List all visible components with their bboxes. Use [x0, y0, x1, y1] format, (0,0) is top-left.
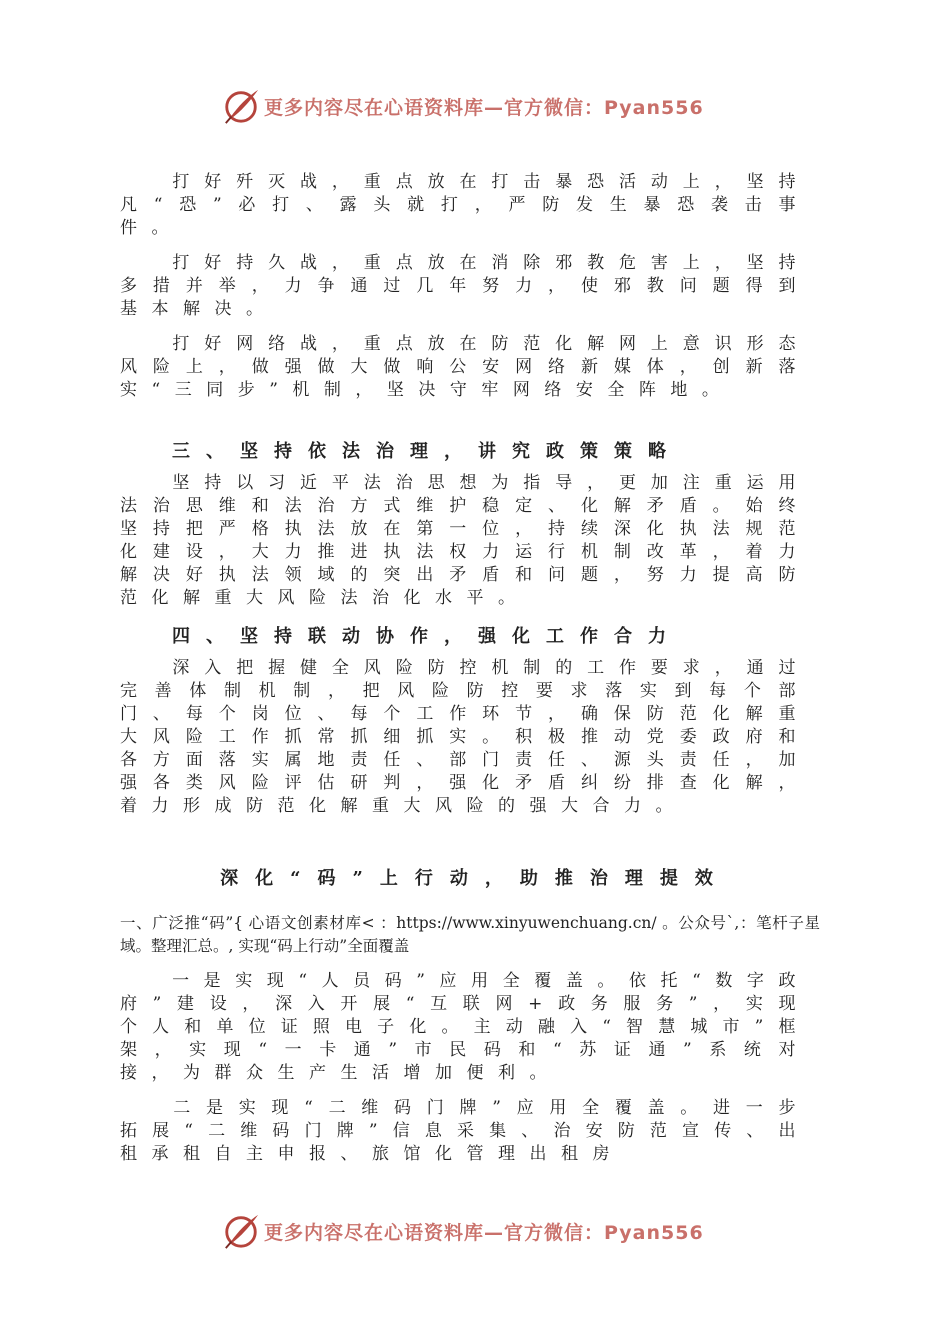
paragraph: 深入把握健全风险防控机制的工作要求，通过完善体制机制，把风险防控要求落实到每个部门、每个岗位、每个工作环节，确保防范化解重大风险工作抓常抓细抓实。积极推动党委政府和各方面落实属地责任、部门责任、源头责任，加强各类风险评估研判，强化矛盾纠纷排查化解，着力形成防范化解重大风险的强大合力。 [120, 658, 810, 816]
footer-banner [222, 1211, 722, 1251]
banner-text: 更多内容尽在心语资料库—官方微信：Pyan556 [264, 1221, 704, 1244]
article-title: 深化“码”上行动，助推治理提效 [220, 868, 730, 889]
paragraph: 打好持久战，重点放在消除邪教危害上，坚持多措并举，力争通过几年努力，使邪教问题得到基本解决。 [120, 253, 810, 319]
quill-pen-logo-icon [222, 1212, 260, 1250]
section-heading: 三、坚持依法治理，讲究政策策略 [172, 441, 682, 462]
paragraph: 坚持以习近平法治思想为指导，更加注重运用法治思维和法治方式维护稳定、化解矛盾。始终坚持把严格执法放在第一位，持续深化执法规范化建设，大力推进执法权力运行机制改革，着力解决好执法领域的突出矛盾和问题，努力提高防范化解重大风险法治化水平。 [120, 473, 810, 608]
paragraph: 打好歼灭战，重点放在打击暴恐活动上，坚持凡“恐”必打、露头就打，严防发生暴恐袭击事件。 [120, 172, 810, 238]
section-heading: 四、坚持联动协作，强化工作合力 [172, 626, 682, 647]
header-banner [222, 86, 722, 126]
paragraph: 一是实现“人员码”应用全覆盖。依托“数字政府”建设，深入开展“互联网+政务服务”，实现个人和单位证照电子化。主动融入“智慧城市”框架，实现“一卡通”市民码和“苏证通”系统对接，为群众生产生活增加便利。 [120, 971, 810, 1083]
paragraph: 打好网络战，重点放在防范化解网上意识形态风险上，做强做大做响公安网络新媒体，创新落实“三同步”机制，坚决守牢网络安全阵地。 [120, 334, 810, 400]
paragraph: 一、广泛推“码”{ 心语文创素材库< ：https://www.xinyuwenchuang.cn/ 。公众号`,：笔杆子星域。整理汇总。, 实现“码上行动”全面覆盖 [120, 914, 820, 955]
quill-pen-logo-icon [222, 87, 260, 125]
banner-text: 更多内容尽在心语资料库—官方微信：Pyan556 [264, 96, 704, 119]
paragraph: 二是实现“二维码门牌”应用全覆盖。进一步拓展“二维码门牌”信息采集、治安防范宣传、出租承租自主申报、旅馆化管理出租房 [120, 1098, 810, 1164]
